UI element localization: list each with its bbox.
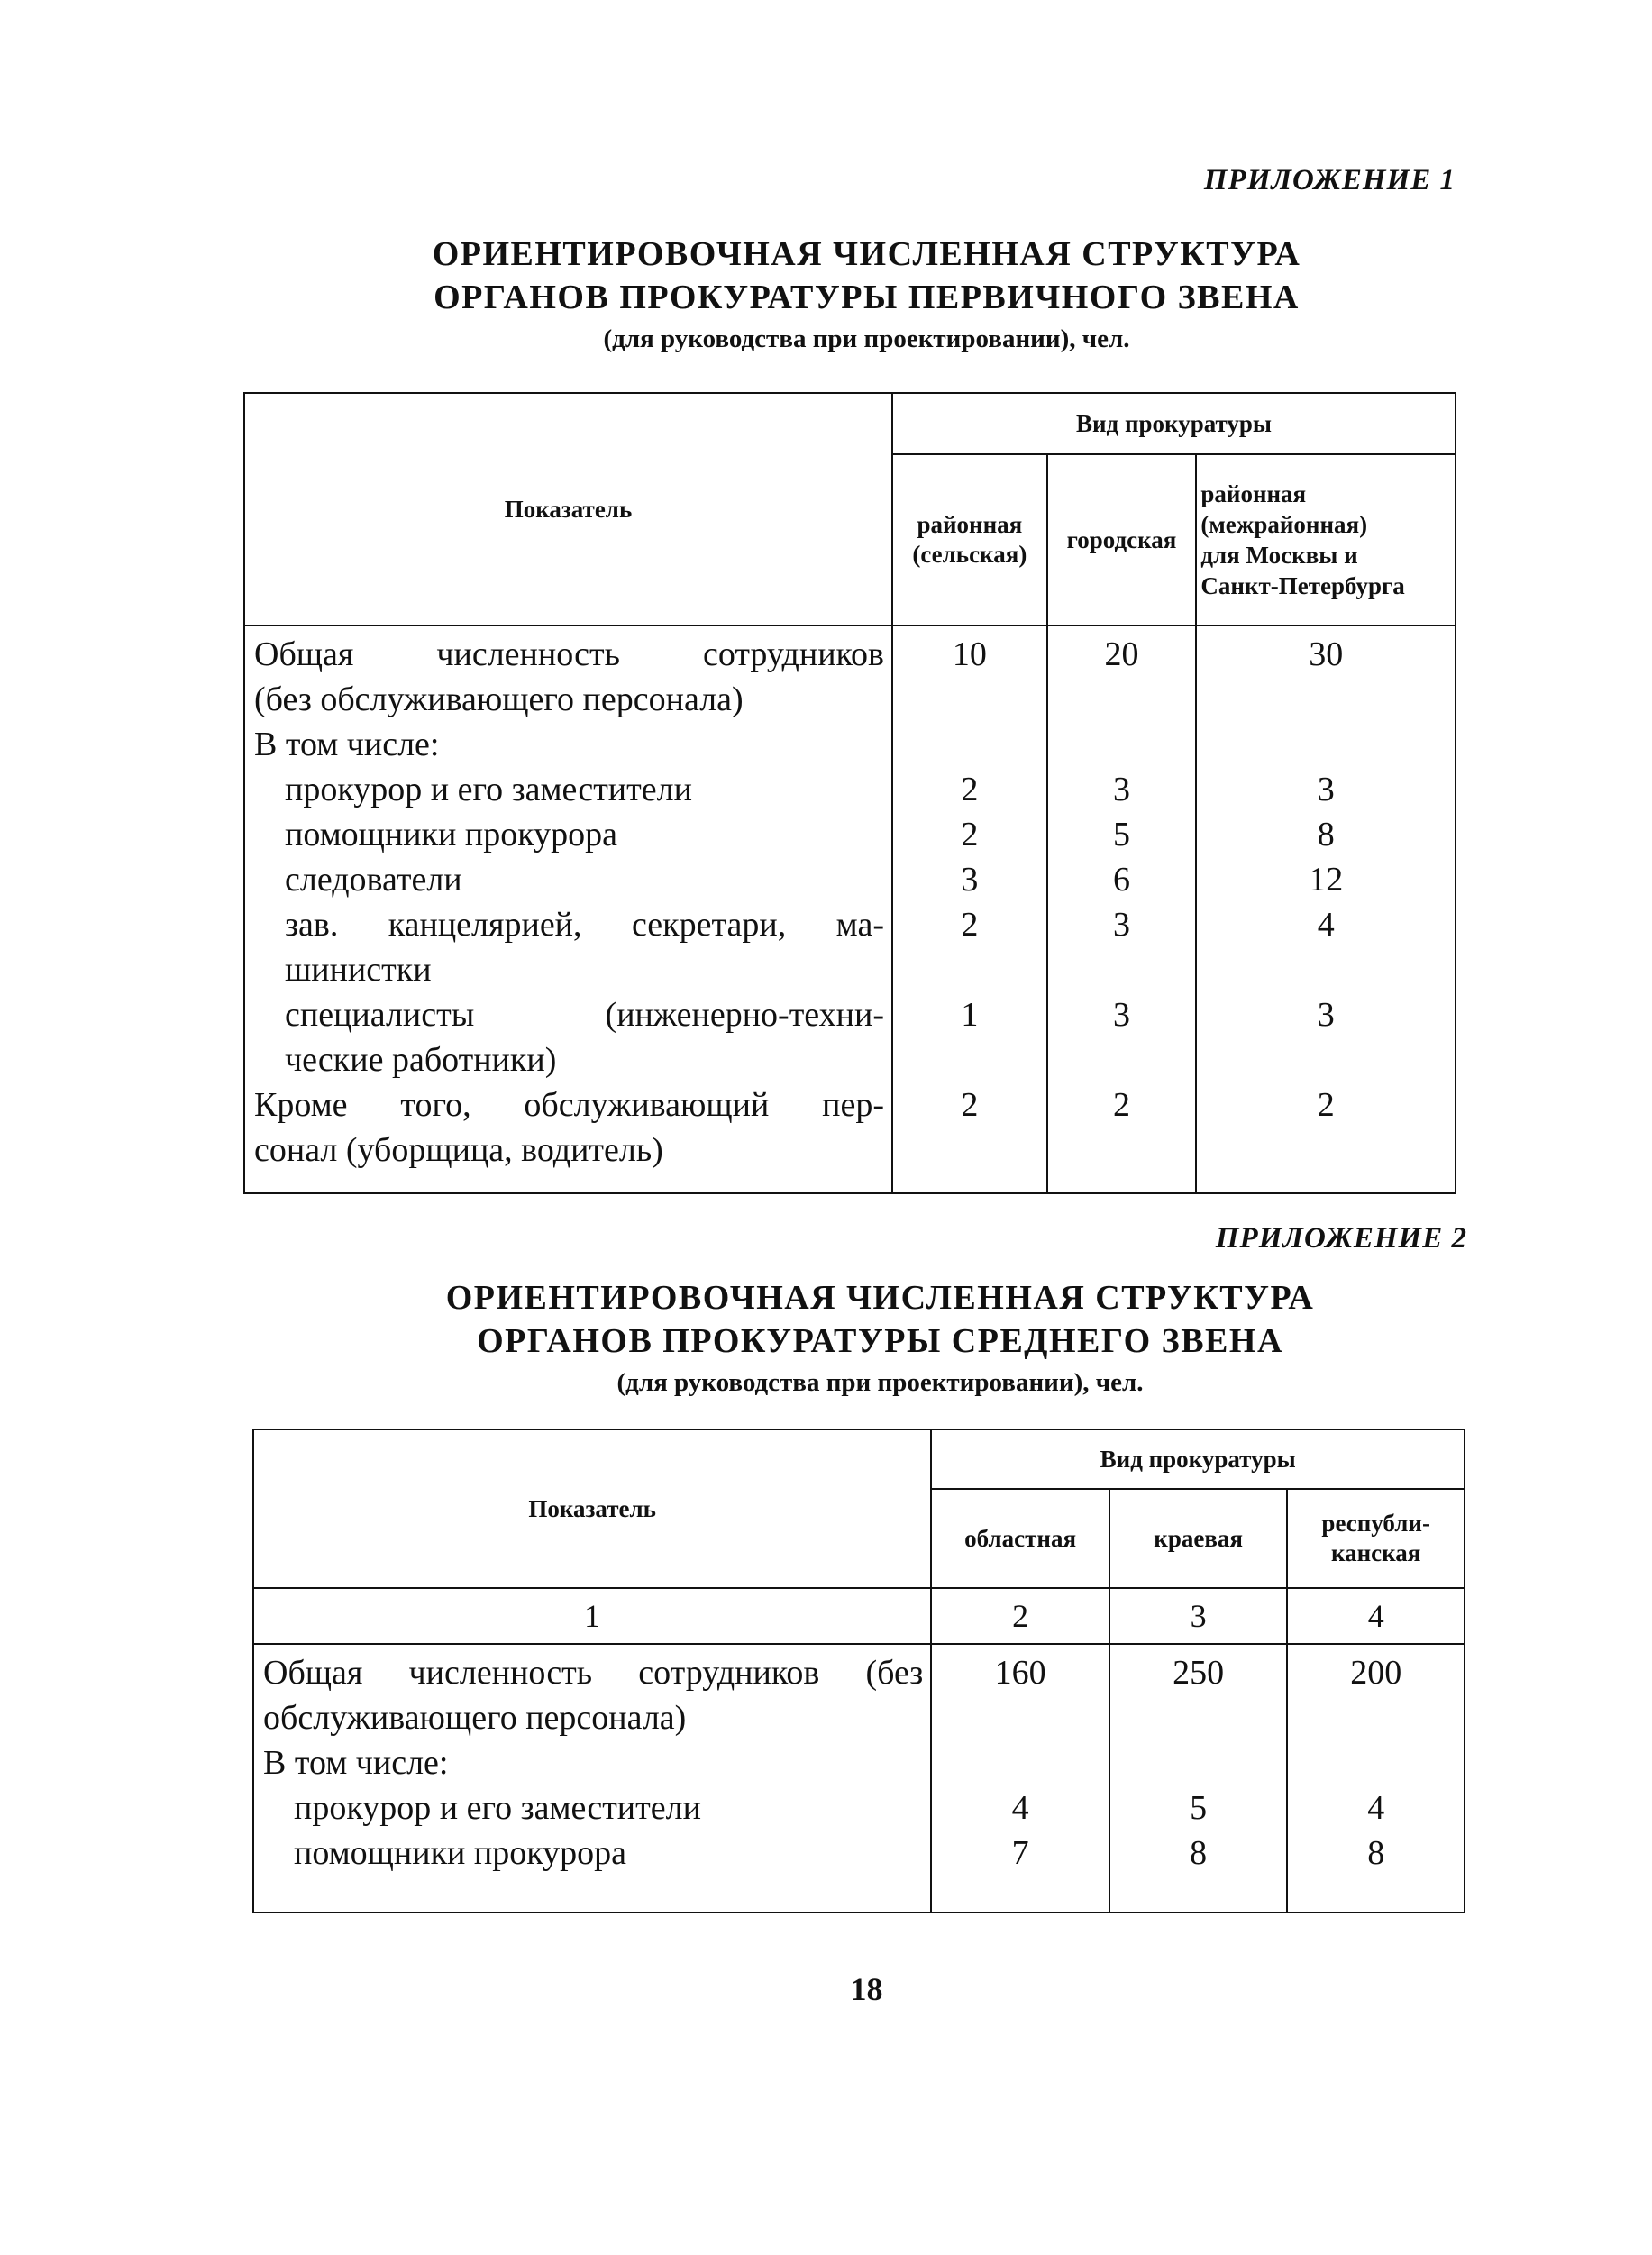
row-text: Общая численность сотрудников: [254, 635, 884, 673]
row-text: шинистки: [285, 951, 432, 989]
row-text: В том числе:: [263, 1744, 449, 1782]
cell-value: 3: [1113, 771, 1131, 808]
cell-value: 8: [1367, 1834, 1385, 1872]
row-text: помощники прокурора: [294, 1834, 627, 1872]
header-line: областная: [964, 1524, 1077, 1552]
header-indicator-label: Показатель: [504, 495, 633, 523]
cell-value: 200: [1350, 1654, 1402, 1692]
values-col-district-rural: [892, 625, 1047, 1193]
cell-value: 2: [1317, 1086, 1335, 1124]
cell-value: 3: [1317, 996, 1335, 1034]
row-text: зав. канцелярией, секретари, ма-: [285, 906, 884, 944]
header-line: городская: [1066, 525, 1177, 553]
appendix-1-title: [41, 233, 1652, 359]
cell-value: 5: [1190, 1789, 1208, 1827]
header-indicator-label: Показатель: [528, 1494, 656, 1522]
row-text: Общая численность сотрудников (без: [263, 1654, 924, 1692]
header-line: канская: [1330, 1539, 1421, 1566]
row-text: обслуживающего персонала): [263, 1699, 687, 1737]
values-col-district-moscow-spb: [1196, 625, 1456, 1193]
header-group-label: Вид прокуратуры: [1100, 1445, 1296, 1473]
column-number: 2: [931, 1588, 1109, 1644]
cell-value: 6: [1113, 861, 1131, 899]
cell-value: 1: [961, 996, 979, 1034]
column-number: 4: [1287, 1588, 1465, 1644]
row-text: прокурор и его заместители: [285, 771, 692, 808]
cell-value: 8: [1317, 816, 1335, 854]
cell-value: 160: [994, 1654, 1046, 1692]
header-line: районная: [917, 511, 1023, 538]
row-text: Кроме того, обслуживающий пер-: [254, 1086, 884, 1124]
column-number: 3: [1109, 1588, 1287, 1644]
header-line: Санкт-Петербурга: [1200, 572, 1405, 599]
cell-value: 2: [961, 906, 979, 944]
cell-value: 3: [961, 861, 979, 899]
appendix-2-label: ПРИЛОЖЕНИЕ 2: [1215, 1222, 1467, 1255]
header-line: республи-: [1321, 1510, 1430, 1537]
values-col-regional: [931, 1644, 1109, 1913]
title-subtitle: (для руководства при проектировании), чел.: [616, 1368, 1144, 1397]
indicator-list: [253, 1644, 931, 1913]
header-line: районная: [1200, 480, 1307, 507]
header-col-district-moscow-spb: [1196, 454, 1456, 625]
header-indicator: [244, 393, 892, 625]
row-text: В том числе:: [254, 726, 440, 763]
appendix-2-title: [54, 1276, 1652, 1402]
header-indicator: [253, 1429, 931, 1588]
cell-value: 5: [1113, 816, 1131, 854]
cell-value: 2: [961, 771, 979, 808]
title-line: ОРИЕНТИРОВОЧНАЯ ЧИСЛЕННАЯ СТРУКТУРА: [432, 235, 1301, 273]
header-col-territorial: [1109, 1489, 1287, 1588]
header-col-city: [1047, 454, 1197, 625]
cell-value: 250: [1173, 1654, 1225, 1692]
header-col-republican: [1287, 1489, 1465, 1588]
row-text: прокурор и его заместители: [294, 1789, 701, 1827]
table-primary-level: [243, 392, 1456, 1194]
header-line: для Москвы и: [1200, 542, 1358, 569]
row-text: (без обслуживающего персонала): [254, 680, 744, 718]
column-number: 1: [253, 1588, 931, 1644]
cell-value: 3: [1113, 996, 1131, 1034]
cell-value: 30: [1309, 635, 1344, 673]
title-line: ОРИЕНТИРОВОЧНАЯ ЧИСЛЕННАЯ СТРУКТУРА: [445, 1279, 1315, 1317]
cell-value: 8: [1190, 1834, 1208, 1872]
cell-value: 4: [1367, 1789, 1385, 1827]
row-text: ческие работники): [285, 1041, 557, 1079]
title-subtitle: (для руководства при проектировании), чел.: [603, 324, 1130, 353]
cell-value: 20: [1104, 635, 1139, 673]
row-text: следователи: [285, 861, 462, 899]
values-col-city: [1047, 625, 1197, 1193]
header-line: (межрайонная): [1200, 511, 1368, 538]
cell-value: 12: [1309, 861, 1344, 899]
table-middle-level: [252, 1429, 1465, 1913]
row-text: помощники прокурора: [285, 816, 618, 854]
values-col-republican: [1287, 1644, 1465, 1913]
row-text: сонал (уборщица, водитель): [254, 1131, 663, 1169]
cell-value: 2: [1113, 1086, 1131, 1124]
indicator-list: [244, 625, 892, 1193]
cell-value: 10: [952, 635, 987, 673]
header-group-label: Вид прокуратуры: [1075, 409, 1273, 437]
header-line: (сельская): [912, 541, 1027, 568]
title-line: ОРГАНОВ ПРОКУРАТУРЫ ПЕРВИЧНОГО ЗВЕНА: [434, 278, 1300, 316]
cell-value: 3: [1317, 771, 1335, 808]
title-line: ОРГАНОВ ПРОКУРАТУРЫ СРЕДНЕГО ЗВЕНА: [477, 1322, 1283, 1360]
cell-value: 4: [1317, 906, 1335, 944]
cell-value: 4: [1011, 1789, 1029, 1827]
cell-value: 7: [1011, 1834, 1029, 1872]
row-text: специалисты (инженерно-техни-: [285, 996, 884, 1034]
cell-value: 2: [961, 1086, 979, 1124]
header-group: [931, 1429, 1465, 1489]
cell-value: 2: [961, 816, 979, 854]
header-col-regional: [931, 1489, 1109, 1588]
header-col-district-rural: [892, 454, 1047, 625]
appendix-1-label: ПРИЛОЖЕНИЕ 1: [1203, 164, 1456, 196]
cell-value: 3: [1113, 906, 1131, 944]
header-group: [892, 393, 1456, 454]
values-col-territorial: [1109, 1644, 1287, 1913]
page-number: 18: [850, 1971, 883, 2007]
header-line: краевая: [1154, 1524, 1244, 1552]
